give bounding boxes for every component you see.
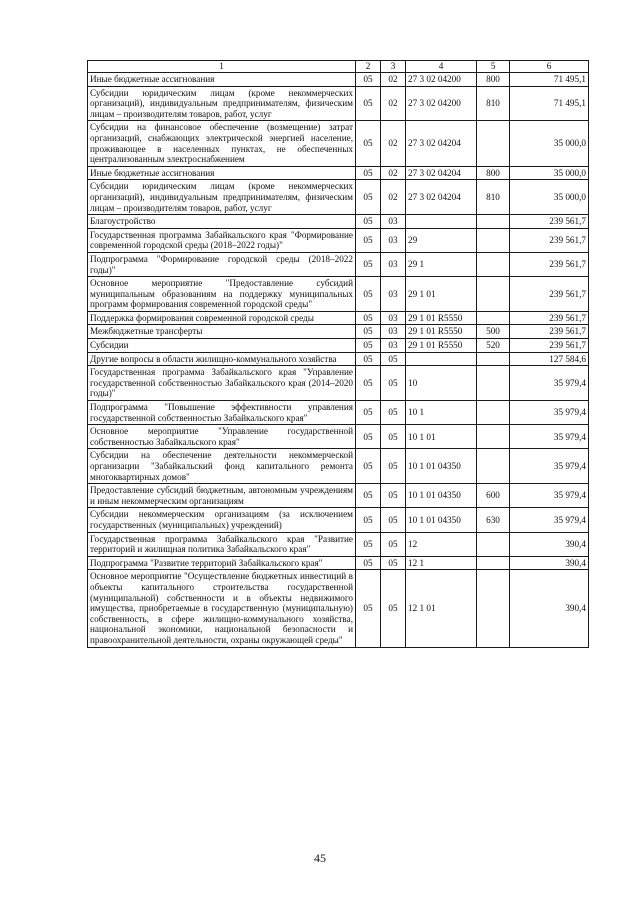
amount: 35 979,4 (510, 366, 589, 401)
subsection-code: 05 (381, 449, 406, 484)
expense-type-code (477, 277, 510, 312)
subsection-code: 05 (381, 484, 406, 508)
row-name: Другие вопросы в области жилищно-коммунального хозяйства (88, 352, 356, 366)
section-code: 05 (356, 252, 381, 276)
header-row (88, 61, 589, 73)
section-code: 05 (356, 166, 381, 180)
amount: 239 561,7 (510, 339, 589, 353)
target-article-code: 29 1 01 R5550 (406, 325, 477, 339)
table-row (88, 228, 589, 252)
amount: 35 979,4 (510, 484, 589, 508)
amount: 239 561,7 (510, 228, 589, 252)
header-cell: 5 (477, 61, 510, 73)
expense-type-code: 500 (477, 325, 510, 339)
section-code: 05 (356, 425, 381, 449)
expense-type-code (477, 532, 510, 556)
amount: 239 561,7 (510, 215, 589, 229)
target-article-code: 10 1 01 04350 (406, 508, 477, 532)
table-row (88, 570, 589, 647)
header-cell: 3 (381, 61, 406, 73)
section-code: 05 (356, 180, 381, 215)
section-code: 05 (356, 73, 381, 87)
row-name: Субсидии (88, 339, 356, 353)
row-name: Поддержка формирования современной городской среды (88, 311, 356, 325)
row-name: Подпрограмма "Повышение эффективности управления государственной собственностью Забайкальского края" (88, 401, 356, 425)
table-row (88, 166, 589, 180)
table-row (88, 556, 589, 570)
amount: 35 979,4 (510, 401, 589, 425)
amount: 390,4 (510, 532, 589, 556)
subsection-code: 05 (381, 366, 406, 401)
subsection-code: 05 (381, 425, 406, 449)
section-code: 05 (356, 121, 381, 166)
subsection-code: 02 (381, 73, 406, 87)
row-name: Основное мероприятие "Предоставление субсидий муниципальным образованиям на поддержку муниципальных программ формирования современной городской среды" (88, 277, 356, 312)
section-code: 05 (356, 449, 381, 484)
row-name: Субсидии некоммерческим организациям (за исключением государственных (муниципальных) учреждений) (88, 508, 356, 532)
row-name: Субсидии юридическим лицам (кроме некоммерческих организаций), индивидуальным предпринимателям, физическим лицам – производителям товаров, работ, услуг (88, 86, 356, 121)
subsection-code: 02 (381, 166, 406, 180)
table-row (88, 401, 589, 425)
table-row (88, 215, 589, 229)
row-name: Подпрограмма "Развитие территорий Забайкальского края" (88, 556, 356, 570)
table-row (88, 121, 589, 166)
section-code: 05 (356, 556, 381, 570)
table-row (88, 366, 589, 401)
expense-type-code (477, 556, 510, 570)
expense-type-code: 800 (477, 166, 510, 180)
amount: 390,4 (510, 570, 589, 647)
header-cell: 4 (406, 61, 477, 73)
section-code: 05 (356, 401, 381, 425)
header-cell: 2 (356, 61, 381, 73)
expense-type-code (477, 425, 510, 449)
subsection-code: 03 (381, 311, 406, 325)
subsection-code: 03 (381, 339, 406, 353)
row-name: Иные бюджетные ассигнования (88, 73, 356, 87)
section-code: 05 (356, 508, 381, 532)
amount: 127 584,6 (510, 352, 589, 366)
table-row (88, 73, 589, 87)
amount: 35 979,4 (510, 508, 589, 532)
expense-type-code: 520 (477, 339, 510, 353)
amount: 71 495,1 (510, 73, 589, 87)
page-number: 45 (314, 851, 326, 865)
row-name: Государственная программа Забайкальского края "Развитие территорий и жилищная политика Забайкальского края" (88, 532, 356, 556)
amount: 35 000,0 (510, 166, 589, 180)
expense-type-code: 810 (477, 180, 510, 215)
section-code: 05 (356, 352, 381, 366)
subsection-code: 05 (381, 570, 406, 647)
target-article-code: 29 1 01 R5550 (406, 311, 477, 325)
amount: 35 000,0 (510, 180, 589, 215)
section-code: 05 (356, 325, 381, 339)
subsection-code: 03 (381, 277, 406, 312)
header-cell: 1 (88, 61, 356, 73)
target-article-code: 29 1 01 R5550 (406, 339, 477, 353)
expense-type-code (477, 215, 510, 229)
expense-type-code (477, 228, 510, 252)
expense-type-code (477, 401, 510, 425)
table-row (88, 352, 589, 366)
expense-type-code: 810 (477, 86, 510, 121)
subsection-code: 03 (381, 252, 406, 276)
section-code: 05 (356, 570, 381, 647)
row-name: Субсидии на финансовое обеспечение (возмещение) затрат организаций, снабжающих электрической энергией население, проживающее в населенных пунктах, не обеспеченных централизованным электроснабжением (88, 121, 356, 166)
expense-type-code (477, 121, 510, 166)
target-article-code (406, 215, 477, 229)
expense-type-code (477, 449, 510, 484)
table-row (88, 325, 589, 339)
target-article-code: 27 3 02 04204 (406, 166, 477, 180)
table-row (88, 532, 589, 556)
subsection-code: 05 (381, 532, 406, 556)
section-code: 05 (356, 277, 381, 312)
expense-type-code: 600 (477, 484, 510, 508)
row-name: Иные бюджетные ассигнования (88, 166, 356, 180)
table-row (88, 339, 589, 353)
header-cell: 6 (510, 61, 589, 73)
target-article-code: 27 3 02 04200 (406, 73, 477, 87)
target-article-code: 10 1 01 (406, 425, 477, 449)
expense-type-code (477, 252, 510, 276)
subsection-code: 05 (381, 401, 406, 425)
amount: 390,4 (510, 556, 589, 570)
row-name: Государственная программа Забайкальского края "Формирование современной городской среды (2018–2022 годы)" (88, 228, 356, 252)
row-name: Основное мероприятие "Управление государственной собственностью Забайкальского края" (88, 425, 356, 449)
section-code: 05 (356, 366, 381, 401)
target-article-code: 29 1 01 (406, 277, 477, 312)
subsection-code: 03 (381, 215, 406, 229)
section-code: 05 (356, 339, 381, 353)
amount: 35 979,4 (510, 425, 589, 449)
section-code: 05 (356, 532, 381, 556)
expense-type-code (477, 311, 510, 325)
subsection-code: 05 (381, 508, 406, 532)
row-name: Государственная программа Забайкальского края "Управление государственной собственностью Забайкальского края (2014–2020 годы)" (88, 366, 356, 401)
row-name: Предоставление субсидий бюджетным, автономным учреждениям и иным некоммерческим организациям (88, 484, 356, 508)
table-row (88, 252, 589, 276)
row-name: Подпрограмма "Формирование городской среды (2018–2022 годы)" (88, 252, 356, 276)
table-row (88, 484, 589, 508)
target-article-code: 12 1 (406, 556, 477, 570)
expense-type-code (477, 570, 510, 647)
target-article-code (406, 352, 477, 366)
table-row (88, 449, 589, 484)
amount: 239 561,7 (510, 311, 589, 325)
table-row (88, 180, 589, 215)
row-name: Основное мероприятие "Осуществление бюджетных инвестиций в объекты капитального строительства государственной (муниципальной) собственности и в объекты недвижимого имущества, приобретаемые в государственную (муниципальную) собственность, в сфере жилищно-коммунального хозяйства, национальной экономики, национальной безопасности и правоохранительной деятельности, охраны окружающей среды" (88, 570, 356, 647)
target-article-code: 10 1 01 04350 (406, 449, 477, 484)
table-row (88, 508, 589, 532)
amount: 35 979,4 (510, 449, 589, 484)
row-name: Межбюджетные трансферты (88, 325, 356, 339)
subsection-code: 02 (381, 180, 406, 215)
target-article-code: 27 3 02 04200 (406, 86, 477, 121)
subsection-code: 02 (381, 86, 406, 121)
section-code: 05 (356, 228, 381, 252)
row-name: Субсидии юридическим лицам (кроме некоммерческих организаций), индивидуальным предпринимателям, физическим лицам – производителям товаров, работ, услуг (88, 180, 356, 215)
target-article-code: 10 (406, 366, 477, 401)
amount: 239 561,7 (510, 252, 589, 276)
target-article-code: 10 1 01 04350 (406, 484, 477, 508)
target-article-code: 12 (406, 532, 477, 556)
table-row (88, 425, 589, 449)
expense-type-code: 630 (477, 508, 510, 532)
target-article-code: 27 3 02 04204 (406, 121, 477, 166)
subsection-code: 05 (381, 352, 406, 366)
section-code: 05 (356, 484, 381, 508)
section-code: 05 (356, 311, 381, 325)
expense-type-code (477, 352, 510, 366)
expense-type-code (477, 366, 510, 401)
row-name: Благоустройство (88, 215, 356, 229)
table-row (88, 277, 589, 312)
target-article-code: 27 3 02 04204 (406, 180, 477, 215)
budget-table (87, 60, 589, 648)
section-code: 05 (356, 86, 381, 121)
row-name: Субсидии на обеспечение деятельности некоммерческой организации "Забайкальский фонд капитального ремонта многоквартирных домов" (88, 449, 356, 484)
amount: 35 000,0 (510, 121, 589, 166)
subsection-code: 03 (381, 228, 406, 252)
table-row (88, 86, 589, 121)
table-body (88, 73, 589, 648)
amount: 239 561,7 (510, 277, 589, 312)
amount: 239 561,7 (510, 325, 589, 339)
target-article-code: 12 1 01 (406, 570, 477, 647)
target-article-code: 10 1 (406, 401, 477, 425)
amount: 71 495,1 (510, 86, 589, 121)
table-row (88, 311, 589, 325)
subsection-code: 02 (381, 121, 406, 166)
expense-type-code: 800 (477, 73, 510, 87)
section-code: 05 (356, 215, 381, 229)
target-article-code: 29 (406, 228, 477, 252)
subsection-code: 05 (381, 556, 406, 570)
subsection-code: 03 (381, 325, 406, 339)
target-article-code: 29 1 (406, 252, 477, 276)
